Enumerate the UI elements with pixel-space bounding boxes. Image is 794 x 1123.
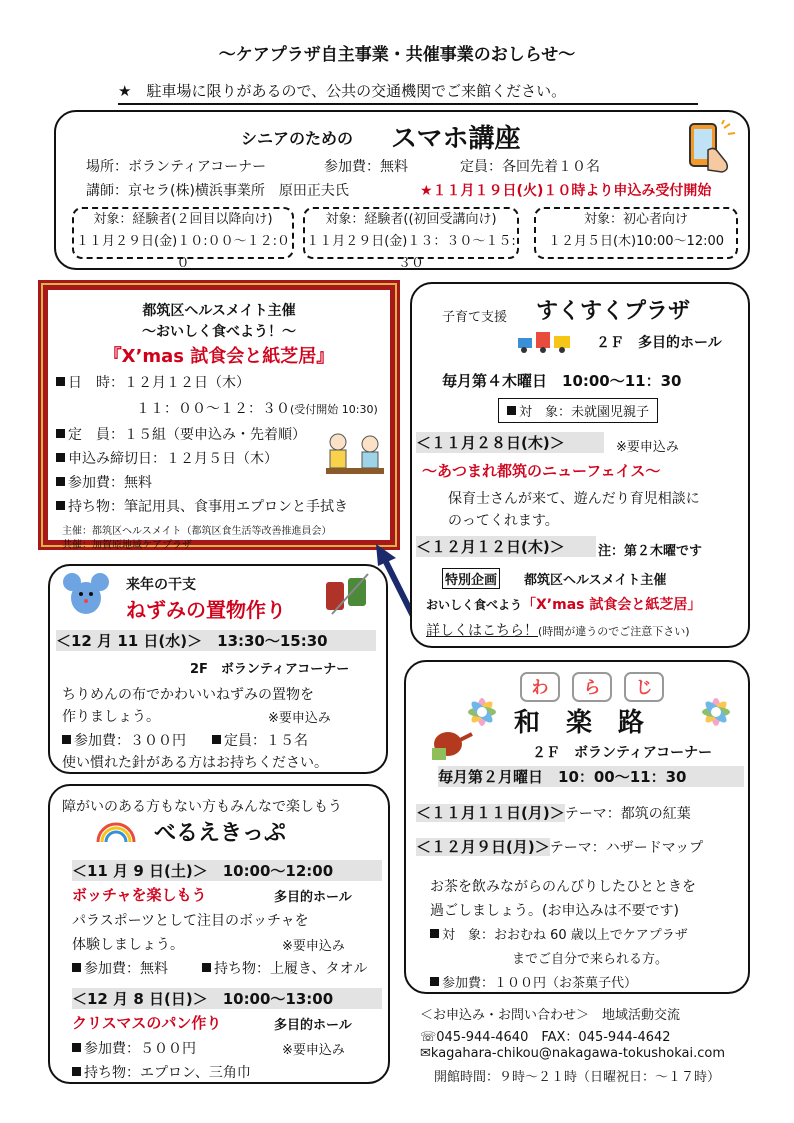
xmas-subtitle: ～おいしく食べよう！～ <box>142 324 296 340</box>
details-link[interactable]: 詳しくはこちら！ <box>426 623 538 639</box>
contact-heading: ＜お申込み・お問い合わせ＞ 地域活動交流 <box>420 1008 681 1023</box>
berue-fee-1: 参加費：無料 <box>84 961 168 977</box>
waraku-desc-2: 過ごしましょう。(お申込みは不要です) <box>430 903 679 919</box>
xmas-tasting-box <box>38 280 400 550</box>
waraku-box <box>404 660 750 994</box>
berue-desc-1b: 体験しましょう。 <box>72 937 184 953</box>
xmas-bring: 持ち物：筆記用具、食事用エプロンと手拭き <box>68 499 348 515</box>
xmas-title: 『X’mas 試食会と紙芝居』 <box>103 346 335 367</box>
session-target: 対象：経験者((初回受講向け) <box>325 212 497 227</box>
waraku-theme-1: テーマ：都筑の紅葉 <box>564 806 691 822</box>
session-target: 対象：経験者(２回目以降向け) <box>93 212 273 227</box>
xmas-capacity: 定 員：１５組（要申込み・先着順） <box>68 427 306 443</box>
cooking-people-icon <box>324 430 386 484</box>
berue-bring-1: 持ち物：上履き、タオル <box>214 961 368 977</box>
smartphone-lecturer: 講師：京セラ(株)横浜事業所 原田正夫氏 <box>86 183 349 199</box>
waraku-tile-ji: じ <box>624 672 664 702</box>
waraku-target-1: 対 象：おおむね 60 歳以上でケアプラザ <box>442 928 688 943</box>
xmas-organizer: 都筑区ヘルスメイト主催 <box>142 303 296 319</box>
smartphone-title: スマホ講座 <box>391 124 521 154</box>
session-date: １１月２９日(金)１３：３０～１５:３０ <box>306 234 516 271</box>
sukusuku-title: すくすくプラザ <box>536 299 691 324</box>
rainbow-icon <box>94 818 138 848</box>
session-card-2 <box>303 207 519 271</box>
berue-pre: 障がいのある方もない方もみんなで楽しもう <box>62 799 342 815</box>
waraku-desc-1: お茶を飲みながらのんびりしたひとときを <box>430 879 696 895</box>
nezumi-title: ねずみの置物作り <box>126 598 286 622</box>
berue-fee-2: 参加費：５００円 <box>84 1041 196 1057</box>
waraku-date-2: ＜１２月９日(月)＞ <box>416 838 550 856</box>
nezumi-desc-1: ちりめんの布でかわいいねずみの置物を <box>62 687 314 703</box>
special-pre: おいしく食べよう <box>426 598 523 612</box>
waraku-schedule: 毎月第２月曜日 10：00～11：30 <box>438 766 744 787</box>
flower-icon <box>696 692 736 736</box>
xmas-time: １１：００～１２：３０ <box>136 401 290 417</box>
details-link-note: (時間が違うのでご注意下さい) <box>538 625 690 638</box>
sukusuku-place: ２Ｆ 多目的ホール <box>596 335 722 351</box>
sukusuku-date-1: ＜１１月２８日(木)＞ <box>416 432 604 453</box>
waraku-fee: 参加費：１００円（お茶菓子代） <box>442 976 638 991</box>
smartphone-course-box <box>54 110 750 270</box>
berue-kippu-box <box>48 784 390 1084</box>
berue-place-2: 多目的ホール <box>274 1018 352 1033</box>
berue-event-1: ボッチャを楽しもう <box>72 886 207 904</box>
special-title: 「X’mas 試食会と紙芝居」 <box>522 597 702 613</box>
sukusuku-event-1: ～あつまれ都筑のニューフェイス～ <box>422 462 661 480</box>
nezumi-note: ※要申込み <box>268 711 331 726</box>
nezumi-pre: 来年の干支 <box>126 577 196 593</box>
berue-event-2: クリスマスのパン作り <box>72 1014 222 1032</box>
waraku-tile-wa: わ <box>520 672 560 702</box>
smartphone-pre: シニアのための <box>241 129 354 148</box>
sukusuku-schedule: 毎月第４木曜日 10:00～11：30 <box>442 372 682 390</box>
berue-date-1: ＜11 月 9 日(土)＞ 10:00～12:00 <box>72 860 382 881</box>
smartphone-place: 場所：ボランティアコーナー <box>86 159 267 175</box>
nezumi-fee: 参加費：３００円 <box>74 733 186 749</box>
session-card-3 <box>534 207 738 259</box>
teapot-icon <box>430 718 474 764</box>
berue-note-2: ※要申込み <box>282 1043 345 1058</box>
xmas-date: 日 時：１２月１２日（木） <box>68 375 250 391</box>
xmas-fee: 参加費：無料 <box>68 475 152 491</box>
waraku-title: 和 楽 路 <box>514 708 645 738</box>
smartphone-fee: 参加費：無料 <box>324 159 408 175</box>
thread-spool-icon <box>322 572 374 622</box>
session-date: １２月５日(木)10:00～12:00 <box>547 234 725 249</box>
sukusuku-desc-1b: のってくれます。 <box>448 513 559 529</box>
waraku-theme-2: テーマ：ハザードマップ <box>549 840 704 856</box>
sukusuku-date-1-note: ※要申込み <box>616 440 679 455</box>
smartphone-apply-notice: ★１１月１９日(火)１０時より申込み受付開始 <box>420 183 712 199</box>
special-organizer: 都筑区ヘルスメイト主催 <box>524 573 667 588</box>
nezumi-bring: 使い慣れた針がある方はお持ちください。 <box>62 755 328 771</box>
nezumi-date: ＜12 月 11 日(水)＞ 13:30～15:30 <box>56 630 376 651</box>
parking-notice: ★ 駐車場に限りがあるので、公共の交通機関でご来館ください。 <box>118 80 698 105</box>
toy-train-icon <box>516 326 574 358</box>
berue-desc-1a: パラスポーツとして注目のボッチャを <box>72 913 309 929</box>
waraku-tile-ra: ら <box>572 672 612 702</box>
nezumi-craft-box <box>48 564 388 774</box>
sukusuku-date-2: ＜１２月１２日(木)＞ <box>416 536 596 557</box>
berue-date-2: ＜12 月 8 日(日)＞ 10:00～13:00 <box>72 988 382 1009</box>
sukusuku-target: 対 象：未就園児親子 <box>519 405 650 420</box>
waraku-date-1: ＜１１月１１日(月)＞ <box>416 804 565 822</box>
contact-hours: 開館時間：９時～２１時（日曜祝日：～１７時） <box>434 1070 721 1085</box>
waraku-target-2: までご自分で来られる方。 <box>512 952 669 967</box>
berue-title: べるえきっぷ <box>154 821 287 846</box>
nezumi-place: 2F ボランティアコーナー <box>190 662 350 677</box>
smartphone-capacity: 定員：各回先着１０名 <box>460 159 600 175</box>
special-badge: 特別企画 <box>442 568 500 589</box>
session-target: 対象：初心者向け <box>583 212 688 227</box>
mouse-icon <box>62 570 110 626</box>
waraku-place: ２Ｆ ボランティアコーナー <box>532 745 713 761</box>
session-date: １１月２９日(金)１０:００～１２:００ <box>76 234 290 271</box>
session-card-1 <box>72 207 294 271</box>
sukusuku-date-2-note: 注：第２木曜です <box>598 544 703 559</box>
smartphone-icon <box>684 120 738 178</box>
xmas-host: 主催：都筑区ヘルスメイト（都筑区食生活等改善推進員会） <box>62 526 332 537</box>
nezumi-capacity: 定員：１５名 <box>224 733 308 749</box>
contact-phone: ☏045-944-4640 FAX：045-944-4642 <box>420 1030 671 1045</box>
berue-place-1: 多目的ホール <box>274 890 352 905</box>
xmas-deadline: 申込み締切日：１２月５日（木） <box>68 451 278 467</box>
sukusuku-plaza-box <box>410 282 750 648</box>
berue-bring-2: 持ち物：エプロン、三角巾 <box>84 1065 251 1081</box>
sukusuku-desc-1a: 保育士さんが来て、遊んだり育児相談に <box>448 491 700 507</box>
contact-email[interactable]: ✉kagahara-chikou@nakagawa-tokushokai.com <box>420 1046 725 1061</box>
xmas-cohost: 共催：加賀原地域ケアプラザ <box>62 540 192 551</box>
nezumi-desc-2: 作りましょう。 <box>62 709 160 725</box>
sukusuku-pre: 子育て支援 <box>442 310 508 325</box>
page-title: ～ケアプラザ自主事業・共催事業のおしらせ～ <box>218 45 576 65</box>
berue-note-1: ※要申込み <box>282 939 345 954</box>
xmas-time-note: (受付開始 10:30) <box>290 403 378 416</box>
